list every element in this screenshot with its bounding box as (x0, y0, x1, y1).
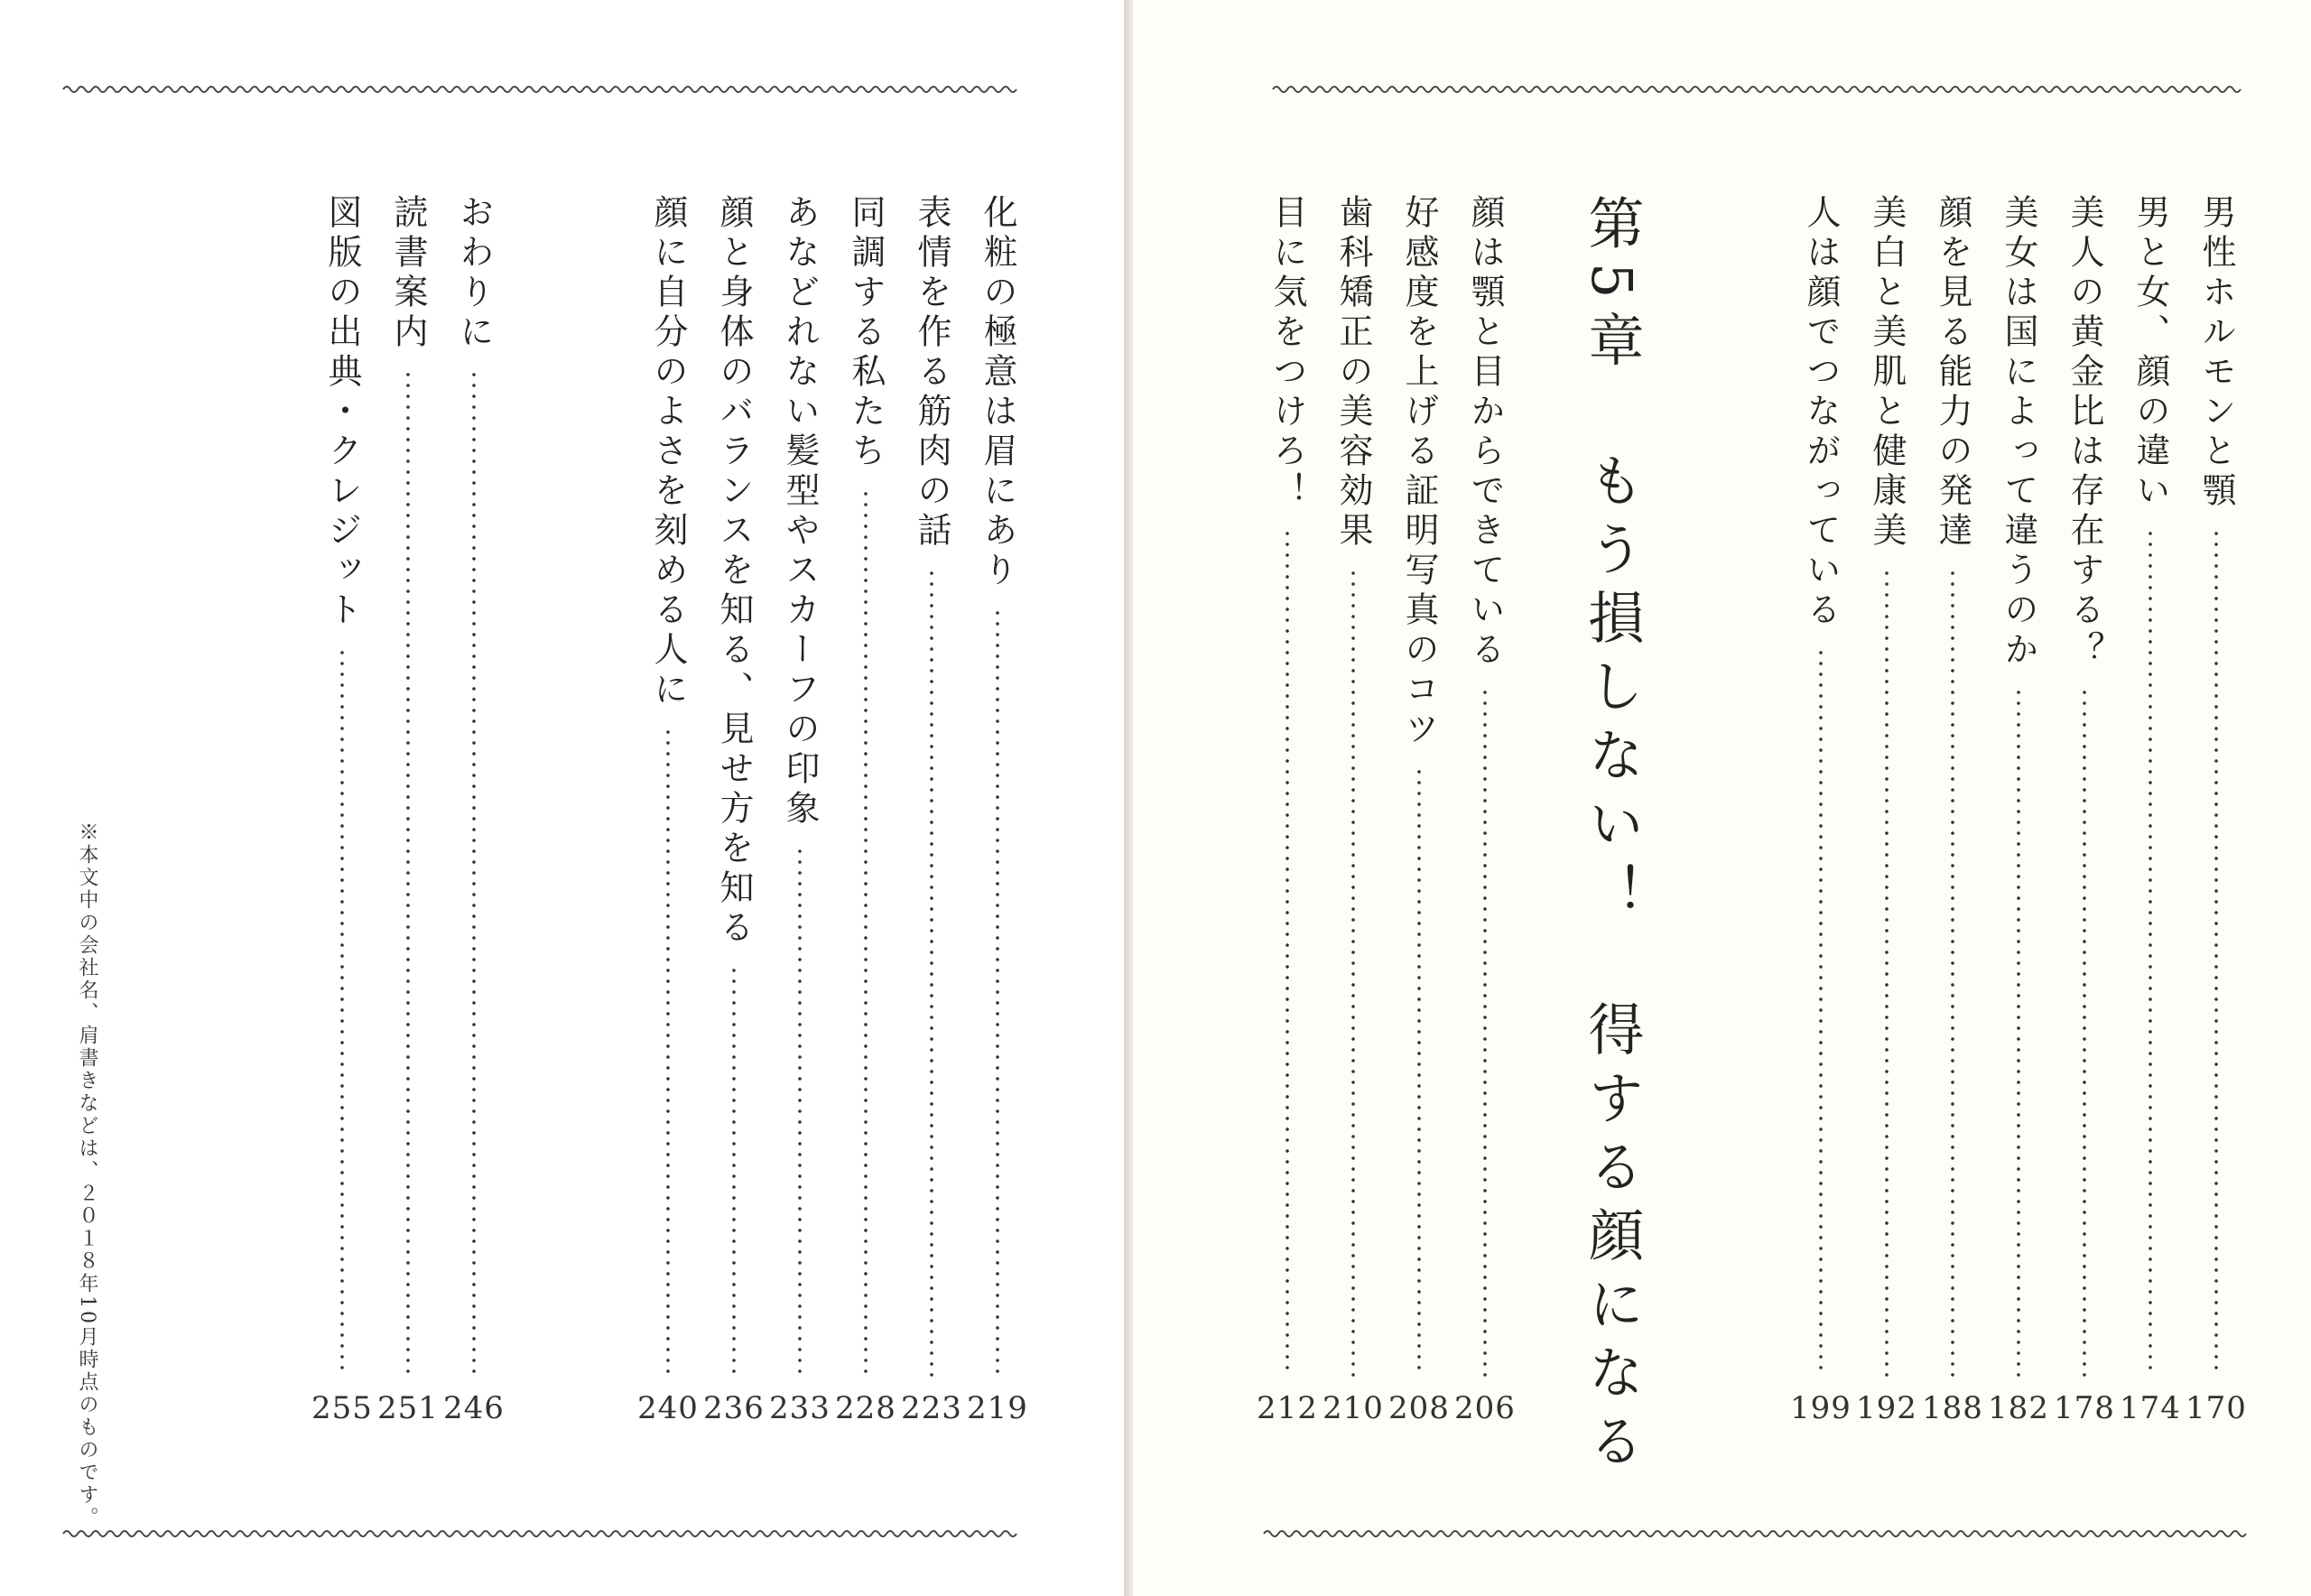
toc-entry-title: 顔と身体のバランスを知る、見せ方を知る (714, 194, 754, 949)
wave-line (1264, 1531, 2246, 1536)
toc-entry[interactable] (445, 194, 503, 1377)
toc-entry-title: 顔を見る能力の発達 (1933, 194, 1972, 552)
toc-entry[interactable] (969, 194, 1026, 1377)
toc-entry[interactable] (1990, 194, 2047, 1377)
toc-entry-page-number: 212 (1257, 1390, 1318, 1426)
toc-entry-page-number: 174 (2120, 1390, 2181, 1426)
toc-entry[interactable] (639, 194, 697, 1377)
toc-entry-title: あなどれない髪型やスカーフの印象 (780, 194, 820, 830)
toc-entry-title: 化粧の極意は眉にあり (978, 194, 1017, 591)
toc-entry-title: 読書案内 (388, 194, 428, 353)
leader-dots (930, 568, 933, 1377)
leader-dots (2149, 528, 2152, 1377)
toc-entry[interactable] (2187, 194, 2245, 1377)
book-gutter (1124, 0, 1133, 1596)
leader-dots (1819, 647, 1823, 1377)
wave-line (1273, 87, 2241, 92)
toc-entry-title: 好感度を上げる証明写真のコツ (1399, 194, 1439, 750)
toc-entry-page-number: 246 (443, 1390, 505, 1426)
toc-entry-title: 顔は顎と目からできている (1465, 194, 1505, 671)
chapter-number: 第5章 (1579, 194, 1645, 380)
toc-entry-page-number: 182 (1988, 1390, 2049, 1426)
leader-dots (996, 608, 999, 1377)
toc-entry[interactable] (1924, 194, 1982, 1377)
wave-line (63, 87, 1016, 92)
toc-entry-title: 美白と美肌と健康美 (1867, 194, 1907, 552)
leader-dots (406, 369, 410, 1377)
toc-entry-page-number: 223 (901, 1390, 962, 1426)
leader-dots (1951, 568, 1954, 1377)
bottom-right-wave-rule (1264, 1526, 2234, 1542)
toc-entry[interactable] (1858, 194, 1916, 1377)
toc-entry-page-number: 206 (1454, 1390, 1516, 1426)
leader-dots (1417, 766, 1421, 1377)
toc-entry-title: 美人の黄金比は存在する？ (2065, 194, 2104, 671)
leader-dots (1483, 687, 1487, 1377)
toc-entry-page-number: 228 (835, 1390, 896, 1426)
toc-entry[interactable] (705, 194, 763, 1377)
toc-entry-page-number: 208 (1388, 1390, 1450, 1426)
leader-dots (2214, 528, 2218, 1377)
chapter-heading[interactable] (1566, 194, 1657, 1480)
toc-entry-page-number: 255 (311, 1390, 373, 1426)
toc-entry[interactable] (1390, 194, 1448, 1377)
footnote: ※本文中の会社名、肩書きなどは、２０１８年10月時点のものです。 (76, 821, 98, 1529)
leader-dots (1885, 568, 1889, 1377)
toc-entry[interactable] (1324, 194, 1382, 1377)
toc-entry-title: 表情を作る筋肉の話 (912, 194, 951, 552)
toc-entry-page-number: 210 (1323, 1390, 1384, 1426)
toc-entry-title: 男性ホルモンと顎 (2196, 194, 2236, 512)
toc-entry-page-number: 236 (703, 1390, 765, 1426)
toc-entry[interactable] (1258, 194, 1316, 1377)
bottom-left-wave-rule (63, 1526, 1016, 1542)
toc-entry-title: 目に気をつけろ！ (1267, 194, 1307, 512)
toc-entry-page-number: 170 (2186, 1390, 2247, 1426)
leader-dots (340, 647, 344, 1377)
leader-dots (472, 369, 476, 1377)
toc-entry-title: 顔に自分のよさを刻める人に (648, 194, 688, 710)
toc-entry[interactable] (1456, 194, 1514, 1377)
leader-dots (1351, 568, 1355, 1377)
toc-entry[interactable] (903, 194, 961, 1377)
toc-entry-page-number: 199 (1790, 1390, 1852, 1426)
leader-dots (1285, 528, 1289, 1377)
chapter-title: もう損しない！ 得する顔になる (1579, 451, 1645, 1481)
toc-entry[interactable] (379, 194, 437, 1377)
leader-dots (2017, 687, 2020, 1377)
toc-entry-page-number: 240 (637, 1390, 699, 1426)
leader-dots (732, 965, 736, 1377)
leader-dots (798, 846, 802, 1377)
toc-entry-title: 人は顔でつながっている (1801, 194, 1841, 631)
top-right-wave-rule (1273, 81, 2234, 97)
toc-entry[interactable] (771, 194, 829, 1377)
toc-entry[interactable] (2121, 194, 2179, 1377)
toc-entry[interactable] (313, 194, 371, 1377)
top-left-wave-rule (63, 81, 1016, 97)
toc-entry-title: 美女は国によって違うのか (1999, 194, 2038, 671)
toc-entry-page-number: 233 (769, 1390, 831, 1426)
toc-entry-title: 同調する私たち (846, 194, 886, 472)
toc-entry-page-number: 192 (1856, 1390, 1917, 1426)
leader-dots (864, 488, 868, 1377)
toc-entry-title: 男と女、顔の違い (2130, 194, 2170, 512)
toc-entry[interactable] (837, 194, 895, 1377)
toc-entry[interactable] (1792, 194, 1850, 1377)
toc-entry-page-number: 188 (1922, 1390, 1983, 1426)
toc-entry[interactable] (2056, 194, 2113, 1377)
toc-entry-title: 図版の出典・クレジット (322, 194, 362, 631)
leader-dots (2083, 687, 2086, 1377)
toc-entry-page-number: 251 (377, 1390, 439, 1426)
toc-entry-title: 歯科矯正の美容効果 (1333, 194, 1373, 552)
toc-entry-page-number: 219 (967, 1390, 1028, 1426)
wave-line (63, 1531, 1016, 1536)
toc-entry-title: おわりに (454, 194, 494, 353)
toc-entry-page-number: 178 (2054, 1390, 2115, 1426)
leader-dots (666, 727, 670, 1377)
